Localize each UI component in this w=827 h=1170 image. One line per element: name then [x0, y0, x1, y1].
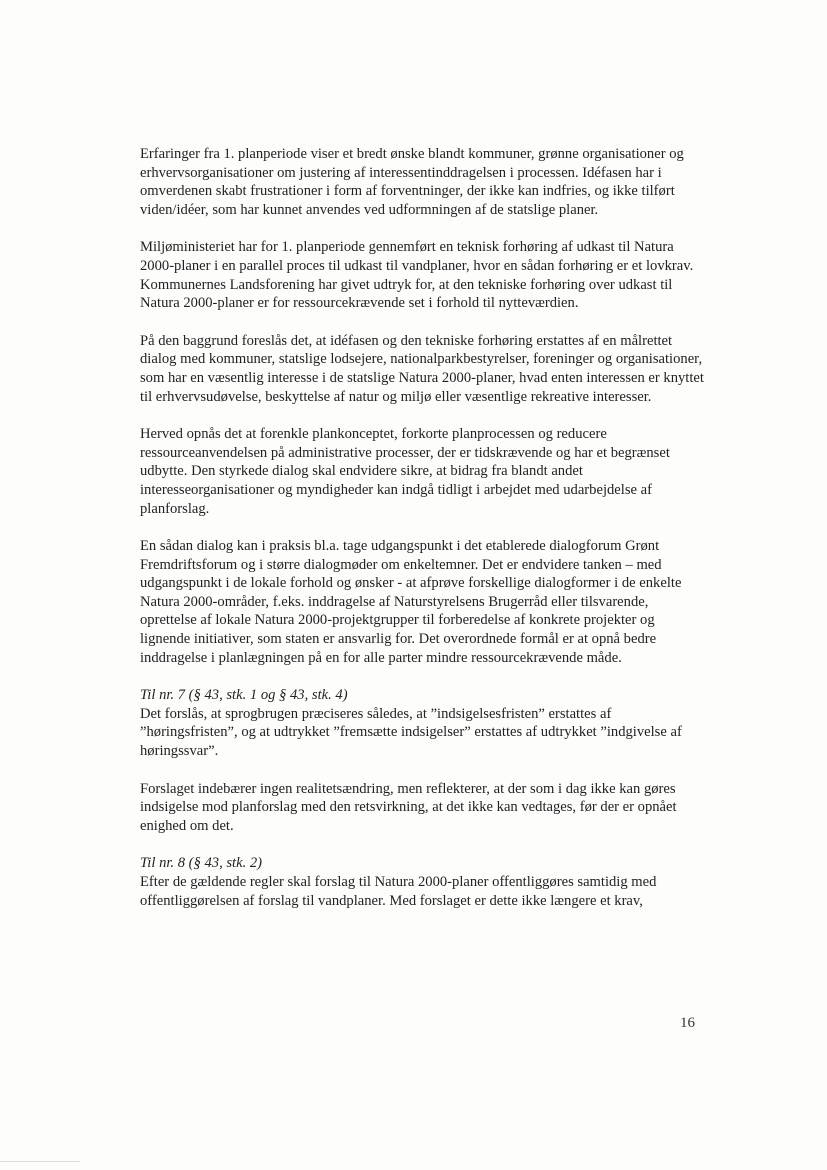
paragraph-experiences: Erfaringer fra 1. planperiode viser et bredt ønske blandt kommuner, grønne organisationer og erhvervsorganisationer om justering af interessentinddragelsen i processen. Idéfasen har i omverdenen skabt frustrationer i form af forventninger, der ikke kan indfries, og ikke tilført viden/idéer, som har kunnet anvendes ved udformningen af de statslige planer.	[140, 146, 684, 218]
paragraph-dialog-forms: En sådan dialog kan i praksis bl.a. tage udgangspunkt i det etablerede dialogforum Grønt Fremdriftsforum og i større dialogmøder om enkeltemner. Det er endvidere tanken – med udgangspunkt i de lokale forhold og ønsker - at afprøve forskellige dialogformer i de enkelte Natura 2000-områder, f.eks. inddragelse af Naturstyrelsens Brugerråd eller tilsvarende, oprettelse af lokale Natura 2000-projektgrupper til forberedelse af konkrete projekter og lignende initiativer, som staten er ansvarlig for. Det overordnede formål er at opnå bedre inddragelse i planlægningen på en for alle parter mindre ressourcekrævende måde.	[140, 538, 682, 666]
section-7-paragraph-1: Det forslås, at sprogbrugen præciseres således, at ”indsigelsesfristen” erstattes af ”høringsfristen”, og at udtrykket ”fremsætte indsigelser” erstattes af udtrykket ”indgivelse af høringssvar”.	[140, 705, 682, 760]
paragraph-simplification: Herved opnås det at forenkle plankonceptet, forkorte planprocessen og reducere ressourceanvendelsen på administrative processer, der er tidskrævende og har et begrænset udbytte. Den styrkede dialog skal endvidere sikre, at bidrag fra blandt andet interesseorganisationer og myndigheder kan indgå tidligt i arbejdet med udarbejdelse af planforslag.	[140, 426, 670, 517]
document-body	[140, 145, 705, 929]
scan-edge-mark	[0, 1161, 80, 1162]
paragraph-targeted-dialog: På den baggrund foreslås det, at idéfasen og den tekniske forhøring erstattes af en målrettet dialog med kommuner, statslige lodsejere, nationalparkbestyrelser, foreninger og organisationer, som har en væsentlig interesse i de statslige Natura 2000-planer, hvad enten interessen er knyttet til erhvervsudøvelse, beskyttelse af natur og miljø eller væsentlige rekreative interesser.	[140, 332, 704, 405]
page-number: 16	[680, 1015, 695, 1031]
section-heading-nr-7: Til nr. 7 (§ 43, stk. 1 og § 43, stk. 4)	[140, 687, 348, 704]
section-7-paragraph-2: Forslaget indebærer ingen realitetsændring, men reflekterer, at der som i dag ikke kan gøres indsigelse mod planforslag med den retsvirkning, at det ikke kan vedtages, før der er opnået enighed om det.	[140, 780, 677, 834]
paragraph-technical-hearing: Miljøministeriet har for 1. planperiode gennemført en teknisk forhøring af udkast til Natura 2000-planer i en parallel proces til udkast til vandplaner, hvor en sådan forhøring er et lovkrav. Kommunernes Landsforening har givet udtryk for, at den tekniske forhøring over udkast til Natura 2000-planer er for ressourcekrævende set i forhold til nytteværdien.	[140, 239, 694, 312]
section-heading-nr-8: Til nr. 8 (§ 43, stk. 2)	[140, 855, 263, 872]
section-8-paragraph-1: Efter de gældende regler skal forslag til Natura 2000-planer offentliggøres samtidig med offentliggørelsen af forslag til vandplaner. Med forslaget er dette ikke længere et krav,	[140, 874, 657, 909]
